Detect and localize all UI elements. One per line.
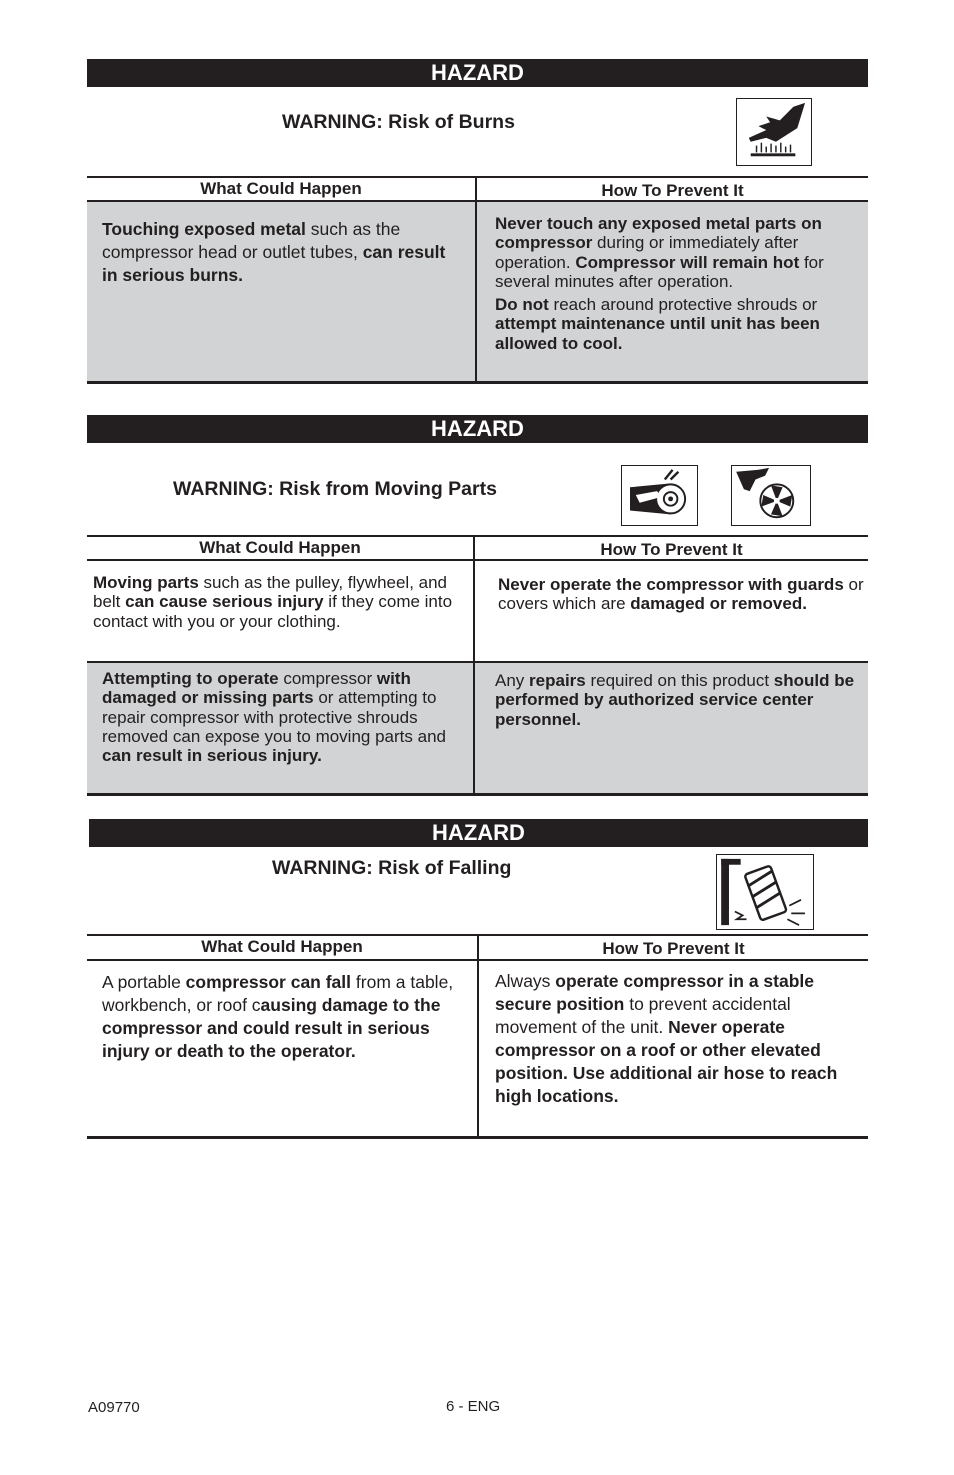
- page-number: 6 - ENG: [446, 1398, 501, 1415]
- emphasis-text: Never operate the compressor with guards: [498, 575, 844, 594]
- falling-object-icon: [716, 854, 814, 930]
- emphasis-text: damaged or removed.: [630, 594, 807, 614]
- body-text: compressor: [278, 669, 377, 688]
- how-to-prevent-cell: [495, 970, 865, 1112]
- hazard-table: [87, 176, 868, 384]
- body-text: required on this product: [585, 671, 774, 690]
- table-bottom-rule: [87, 381, 868, 384]
- table-bottom-rule: [87, 793, 868, 796]
- emphasis-text: Touching exposed metal: [102, 219, 306, 239]
- what-could-happen-cell: [102, 971, 464, 1067]
- hazard-table: [87, 535, 868, 797]
- table-top-rule: [87, 535, 868, 537]
- body-text: if they come into contact with you or your clothing.: [93, 592, 453, 631]
- cell-paragraph: [93, 573, 471, 631]
- document-code: A09770: [88, 1399, 140, 1416]
- emphasis-text: Moving parts: [93, 573, 199, 592]
- cell-paragraph: [498, 575, 864, 614]
- emphasis-text: attempt maintenance until unit has been allowed to cool.: [495, 314, 820, 353]
- column-header-what: What Could Happen: [199, 538, 361, 557]
- body-text: to prevent accidental movement of the unit.: [495, 994, 791, 1037]
- body-text: during or immediately after operation.: [495, 233, 799, 272]
- emphasis-text: operate compressor in a stable secure position: [495, 971, 815, 1014]
- emphasis-text: can result in serious injury.: [102, 746, 322, 766]
- body-text: or covers which are: [498, 575, 864, 614]
- hazard-section-burns: [87, 59, 868, 384]
- emphasis-text: ausing damage to the compressor and could result in serious injury or death to the operator.: [102, 995, 441, 1061]
- hazard-header: HAZARD: [89, 819, 868, 847]
- hot-surface-icon: [736, 98, 812, 166]
- column-divider: [475, 176, 477, 383]
- cell-paragraph: [495, 214, 861, 291]
- row-divider: [87, 661, 868, 663]
- body-text: from a table, workbench, or roof c: [102, 972, 454, 1015]
- emphasis-text: can cause serious injury: [125, 592, 324, 612]
- body-text: reach around protective shrouds or: [548, 295, 818, 315]
- hazard-section-falling: [87, 819, 868, 1141]
- column-header-what: What Could Happen: [200, 179, 362, 198]
- how-to-prevent-cell: [495, 214, 861, 357]
- emphasis-text: with damaged or missing parts: [102, 669, 411, 708]
- belt-pulley-hand-icon: [621, 465, 698, 526]
- emphasis-text: repairs: [529, 671, 586, 690]
- how-to-prevent-cell: [495, 671, 861, 733]
- emphasis-text: can result in serious burns.: [102, 242, 446, 285]
- table-top-rule: [87, 176, 868, 178]
- warning-title: WARNING: Risk of Falling: [272, 857, 512, 879]
- warning-title: WARNING: Risk from Moving Parts: [173, 478, 497, 500]
- emphasis-text: compressor can fall: [185, 972, 352, 992]
- cell-paragraph: [495, 295, 861, 353]
- body-text: Always: [495, 971, 556, 991]
- column-divider: [473, 535, 475, 795]
- cell-paragraph: [495, 671, 861, 729]
- body-text: such as the pulley, flywheel, and belt: [93, 573, 448, 612]
- body-text: such as the compressor head or outlet tubes,: [102, 219, 401, 262]
- emphasis-text: should be performed by authorized service center personnel.: [495, 671, 855, 729]
- body-text: Any: [495, 671, 530, 690]
- hazard-table: [87, 934, 868, 1141]
- hazard-section-moving-parts: [87, 415, 868, 797]
- column-header-how: How To Prevent It: [601, 181, 744, 200]
- fan-hand-icon: [731, 465, 811, 526]
- column-header-what: What Could Happen: [201, 937, 363, 956]
- what-could-happen-cell: [102, 218, 462, 291]
- column-divider: [477, 934, 479, 1138]
- what-could-happen-cell: [102, 669, 472, 769]
- cell-paragraph: [102, 669, 472, 765]
- emphasis-text: Compressor will remain hot: [575, 252, 800, 272]
- cell-paragraph: [102, 971, 464, 1063]
- cell-paragraph: [102, 218, 462, 287]
- column-header-how: How To Prevent It: [600, 540, 743, 559]
- emphasis-text: Never touch any exposed metal parts on compressor: [495, 214, 822, 253]
- how-to-prevent-cell: [498, 575, 864, 618]
- hazard-header: HAZARD: [87, 59, 868, 87]
- body-text: for several minutes after operation.: [495, 252, 824, 291]
- hazard-header: HAZARD: [87, 415, 868, 443]
- cell-paragraph: [495, 970, 865, 1108]
- body-text: or attempting to repair compressor with protective shrouds removed can expose you to moving parts and: [102, 688, 446, 746]
- emphasis-text: Never operate compressor on a roof or other elevated position. Use additional air hose to reach high locations.: [495, 1017, 838, 1106]
- warning-title: WARNING: Risk of Burns: [282, 111, 515, 133]
- what-could-happen-cell: [93, 573, 471, 635]
- emphasis-text: Do not: [495, 295, 549, 315]
- body-text: A portable: [102, 972, 186, 992]
- column-header-how: How To Prevent It: [602, 939, 745, 958]
- emphasis-text: Attempting to operate: [102, 669, 279, 688]
